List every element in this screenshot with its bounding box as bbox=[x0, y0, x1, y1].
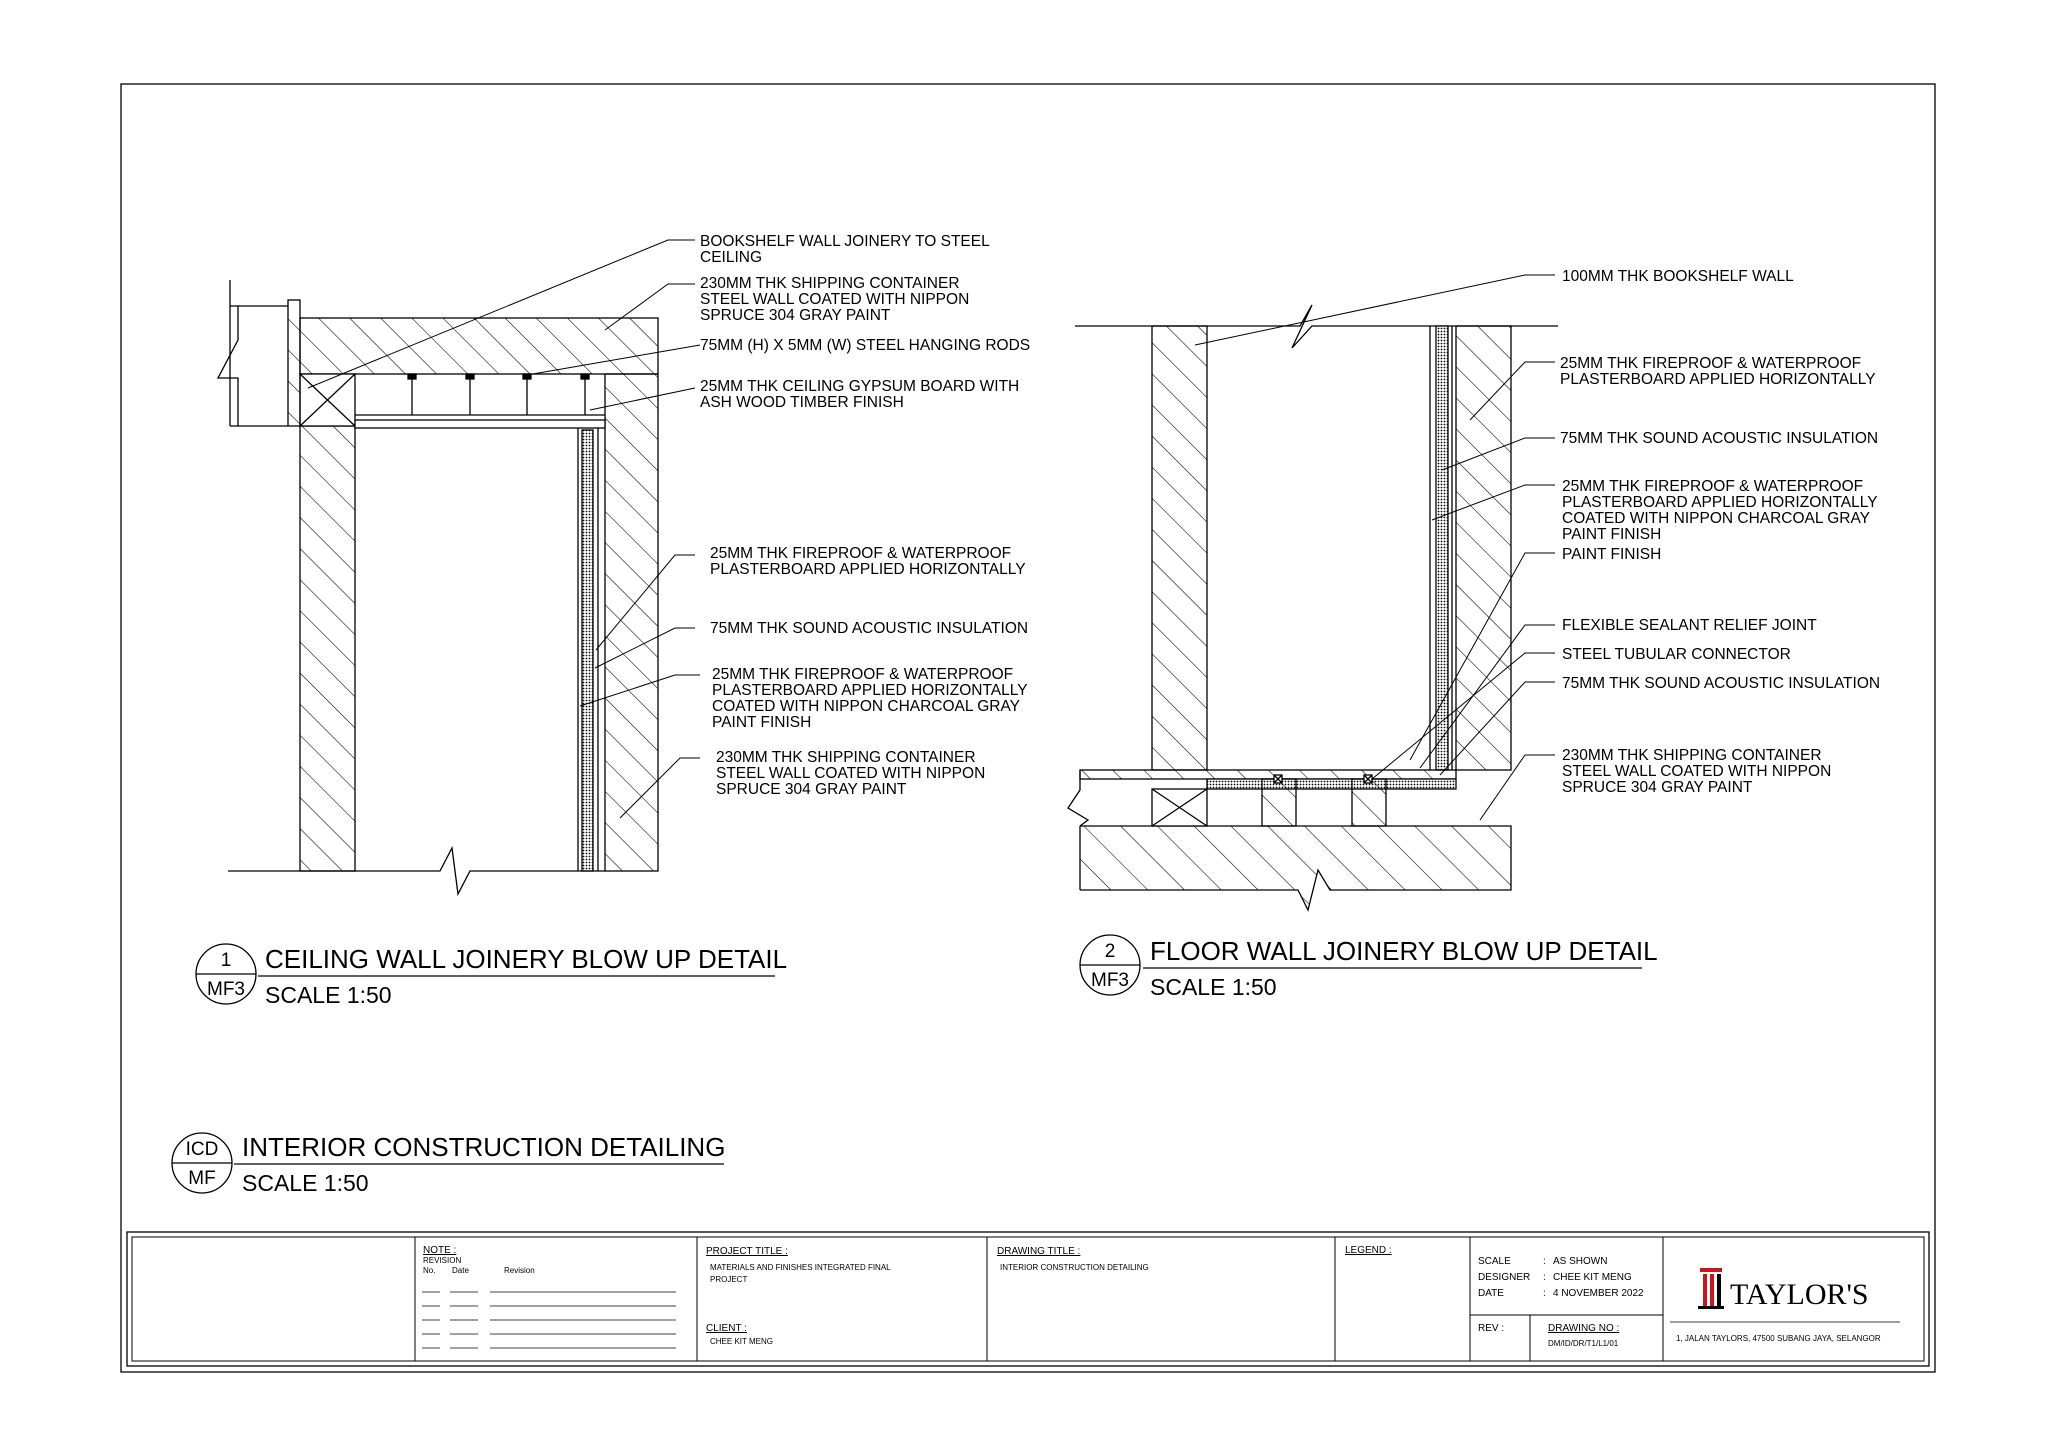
date-colon: : bbox=[1543, 1288, 1546, 1299]
detail-title: CEILING WALL JOINERY BLOW UP DETAIL bbox=[265, 944, 788, 974]
callout-label: PLASTERBOARD APPLIED HORIZONTALLY bbox=[1560, 371, 1876, 388]
callout-label: 100MM THK BOOKSHELF WALL bbox=[1562, 268, 1794, 285]
legend-label: LEGEND : bbox=[1345, 1245, 1392, 1256]
floor-detail-labels bbox=[1560, 268, 1880, 796]
title-block-text bbox=[423, 1245, 1881, 1348]
sheet-title-block bbox=[172, 1132, 725, 1196]
callout-label: SPRUCE 304 GRAY PAINT bbox=[716, 781, 907, 798]
detail-sheet: MF3 bbox=[1091, 970, 1129, 991]
callout-label: PLASTERBOARD APPLIED HORIZONTALLY bbox=[710, 561, 1026, 578]
client-label: CLIENT : bbox=[706, 1323, 747, 1334]
callout-label: PAINT FINISH bbox=[712, 714, 812, 731]
rev-label: REV : bbox=[1478, 1323, 1505, 1334]
callout-label: CEILING bbox=[700, 249, 763, 266]
callout-label: 25MM THK FIREPROOF & WATERPROOF bbox=[710, 545, 1012, 562]
callout-label: 25MM THK FIREPROOF & WATERPROOF bbox=[1562, 478, 1864, 495]
callout-label: 230MM THK SHIPPING CONTAINER bbox=[1562, 747, 1822, 764]
detail-sheet: MF3 bbox=[207, 979, 245, 1000]
callout-label: SPRUCE 304 GRAY PAINT bbox=[700, 307, 891, 324]
callout-label: 25MM THK FIREPROOF & WATERPROOF bbox=[1560, 355, 1862, 372]
callout-label: PAINT FINISH bbox=[1562, 526, 1662, 543]
callout-label: STEEL WALL COATED WITH NIPPON bbox=[1562, 763, 1832, 780]
ceiling-detail-labels bbox=[700, 233, 1030, 798]
callout-label: STEEL WALL COATED WITH NIPPON bbox=[700, 291, 970, 308]
callout-label: 230MM THK SHIPPING CONTAINER bbox=[700, 275, 960, 292]
project-title-line2: PROJECT bbox=[710, 1275, 748, 1284]
col-revision: Revision bbox=[504, 1266, 535, 1275]
drawing-no: DM/ID/DR/T1/L1/01 bbox=[1548, 1339, 1619, 1348]
address: 1, JALAN TAYLORS, 47500 SUBANG JAYA, SELANGOR bbox=[1676, 1334, 1881, 1343]
note-label: NOTE : bbox=[423, 1245, 457, 1256]
designer-colon: : bbox=[1543, 1272, 1546, 1283]
callout-label: PLASTERBOARD APPLIED HORIZONTALLY bbox=[1562, 494, 1878, 511]
detail-number: 2 bbox=[1104, 941, 1116, 962]
callout-label: PLASTERBOARD APPLIED HORIZONTALLY bbox=[712, 682, 1028, 699]
callout-label: 75MM THK SOUND ACOUSTIC INSULATION bbox=[710, 620, 1029, 637]
ceiling-container-wall bbox=[300, 318, 658, 374]
callout-label: 230MM THK SHIPPING CONTAINER bbox=[716, 749, 976, 766]
ceiling-detail-drawing bbox=[218, 280, 658, 894]
callout-label: STEEL WALL COATED WITH NIPPON bbox=[716, 765, 986, 782]
drawing-title-label: DRAWING TITLE : bbox=[997, 1246, 1081, 1257]
left-bookshelf-wall bbox=[300, 426, 355, 871]
project-title-line1: MATERIALS AND FINISHES INTEGRATED FINAL bbox=[710, 1263, 891, 1272]
floor-detail-title-block bbox=[1080, 935, 1658, 1000]
right-container-wall bbox=[605, 374, 658, 871]
detail-title: FLOOR WALL JOINERY BLOW UP DETAIL bbox=[1150, 936, 1658, 966]
date-key: DATE bbox=[1478, 1288, 1504, 1299]
callout-label: SPRUCE 304 GRAY PAINT bbox=[1562, 779, 1753, 796]
project-title-label: PROJECT TITLE : bbox=[706, 1246, 788, 1257]
floor-detail-drawing bbox=[1068, 305, 1558, 910]
scale-value: AS SHOWN bbox=[1553, 1256, 1608, 1267]
callout-label: ASH WOOD TIMBER FINISH bbox=[700, 394, 904, 411]
callout-label: 75MM (H) X 5MM (W) STEEL HANGING RODS bbox=[700, 337, 1031, 354]
callout-label: FLEXIBLE SEALANT RELIEF JOINT bbox=[1562, 617, 1817, 634]
detail-scale: SCALE 1:50 bbox=[1150, 974, 1277, 1000]
detail-scale: SCALE 1:50 bbox=[265, 982, 392, 1008]
col-no: No. bbox=[423, 1266, 436, 1275]
bookshelf-wall bbox=[1152, 326, 1207, 770]
scale-colon: : bbox=[1543, 1256, 1546, 1267]
detail-number: 1 bbox=[220, 950, 232, 971]
designer-value: CHEE KIT MENG bbox=[1553, 1272, 1632, 1283]
callout-label: STEEL TUBULAR CONNECTOR bbox=[1562, 646, 1791, 663]
callout-label: COATED WITH NIPPON CHARCOAL GRAY bbox=[712, 698, 1021, 715]
sheet-scale: SCALE 1:50 bbox=[242, 1170, 369, 1196]
drawing-title: INTERIOR CONSTRUCTION DETAILING bbox=[1000, 1263, 1149, 1272]
client-name: CHEE KIT MENG bbox=[710, 1337, 773, 1346]
taylors-logo bbox=[1698, 1268, 1869, 1311]
sheet-code: ICD bbox=[185, 1139, 219, 1160]
callout-label: 75MM THK SOUND ACOUSTIC INSULATION bbox=[1560, 430, 1879, 447]
callout-label: 25MM THK FIREPROOF & WATERPROOF bbox=[712, 666, 1014, 683]
logo-text: TAYLOR'S bbox=[1730, 1278, 1869, 1311]
callout-label: BOOKSHELF WALL JOINERY TO STEEL bbox=[700, 233, 990, 250]
designer-key: DESIGNER bbox=[1478, 1272, 1531, 1283]
date-value: 4 NOVEMBER 2022 bbox=[1553, 1288, 1644, 1299]
callout-label: PAINT FINISH bbox=[1562, 546, 1662, 563]
callout-label: COATED WITH NIPPON CHARCOAL GRAY bbox=[1562, 510, 1871, 527]
callout-label: 75MM THK SOUND ACOUSTIC INSULATION bbox=[1562, 675, 1881, 692]
col-date: Date bbox=[452, 1266, 469, 1275]
sheet-title: INTERIOR CONSTRUCTION DETAILING bbox=[242, 1132, 726, 1162]
revision-label: REVISION bbox=[423, 1256, 462, 1265]
drawing-no-label: DRAWING NO : bbox=[1548, 1323, 1620, 1334]
callout-label: 25MM THK CEILING GYPSUM BOARD WITH bbox=[700, 378, 1020, 395]
sheet-code-sub: MF bbox=[188, 1168, 216, 1189]
ceiling-detail-title-block bbox=[196, 944, 787, 1008]
scale-key: SCALE bbox=[1478, 1256, 1511, 1267]
